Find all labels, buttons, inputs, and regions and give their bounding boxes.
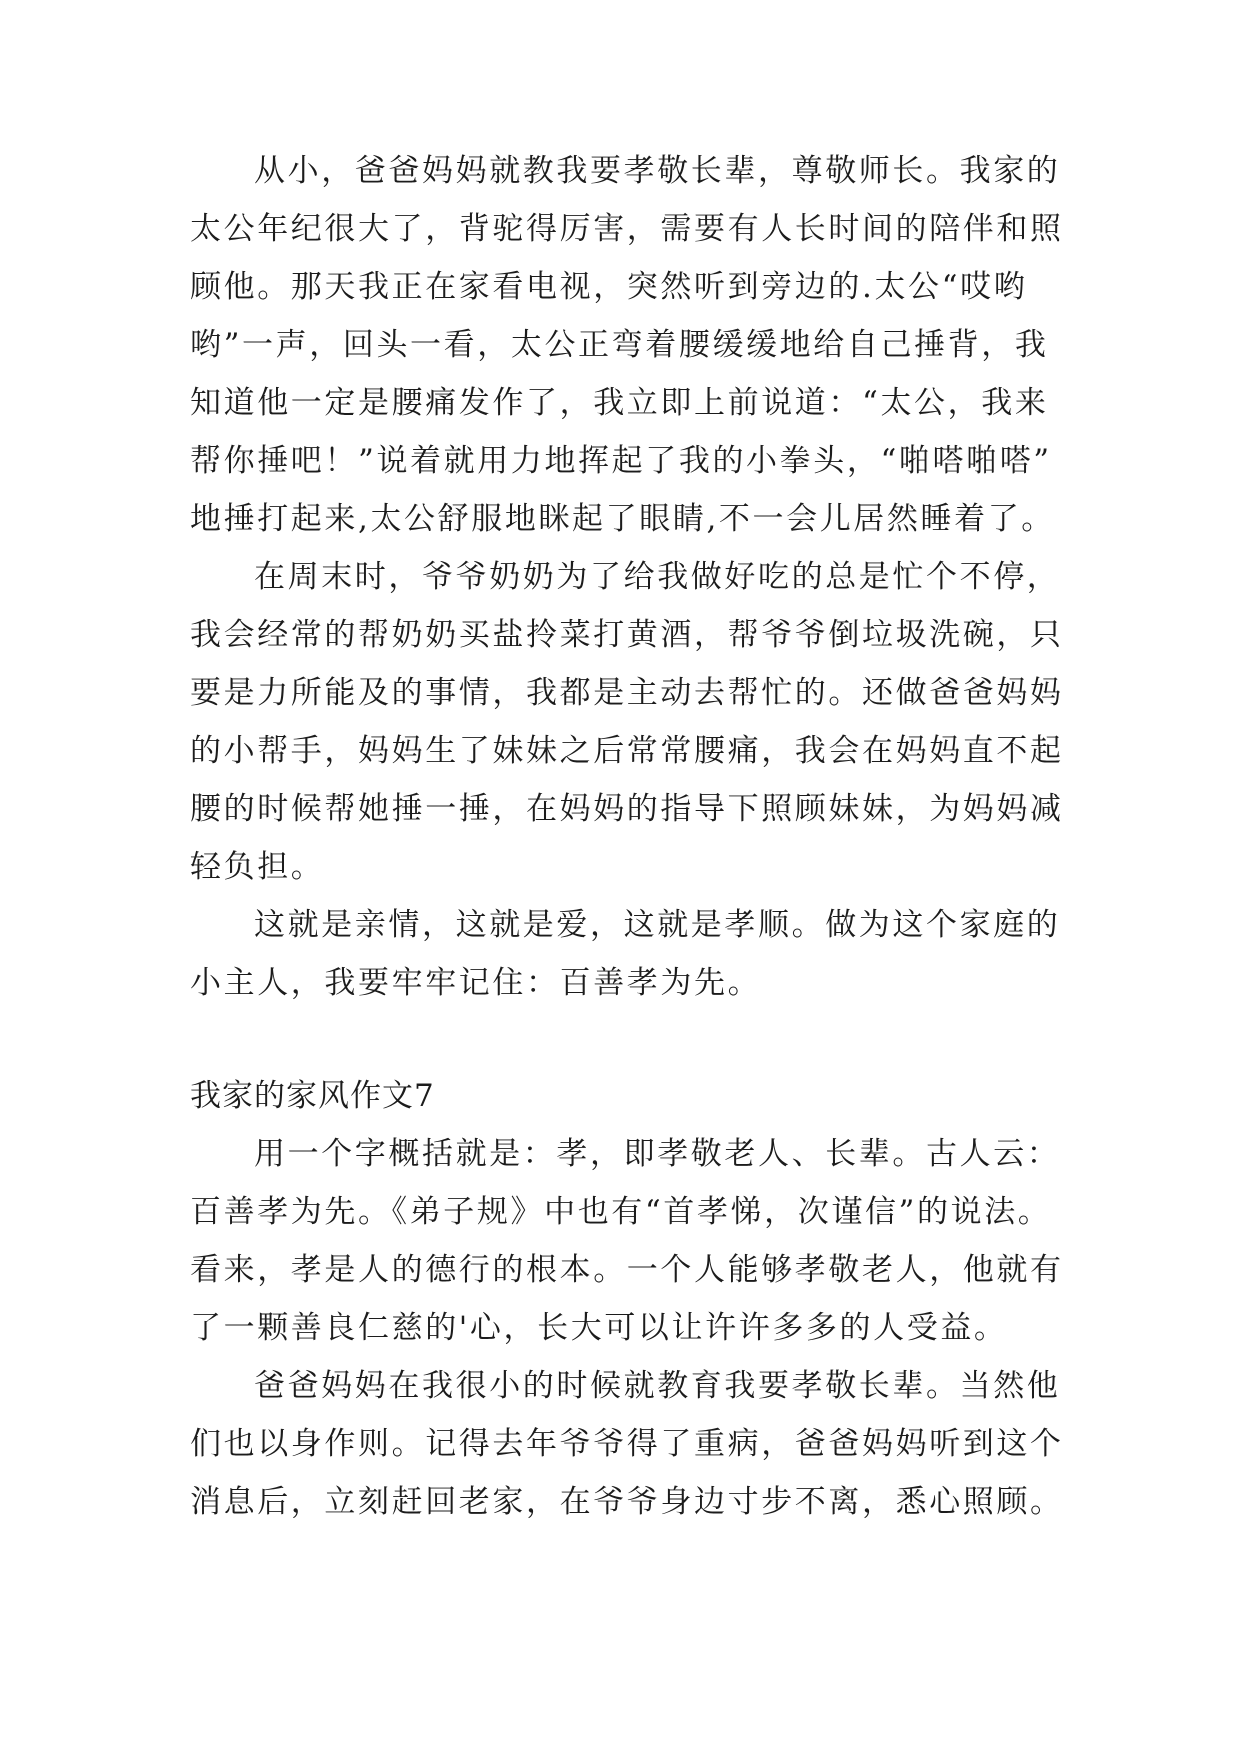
text-line: 的小帮手，妈妈生了妹妹之后常常腰痛，我会在妈妈直不起 [190, 733, 1064, 769]
text-line: 我会经常的帮奶奶买盐拎菜打黄酒，帮爷爷倒垃圾洗碗，只 [190, 617, 1064, 653]
text-line: 用一个字概括就是：孝，即孝敬老人、长辈。古人云： [254, 1136, 1061, 1172]
text-line: 知道他一定是腰痛发作了，我立即上前说道：“太公，我来 [190, 385, 1049, 421]
text-line: 哟”一声，回头一看，太公正弯着腰缓缓地给自己捶背，我 [190, 327, 1049, 363]
text-line: 从小，爸爸妈妈就教我要孝敬长辈，尊敬师长。我家的 [254, 153, 1061, 189]
text-line: 太公年纪很大了，背驼得厉害，需要有人长时间的陪伴和照 [190, 211, 1064, 247]
text-line: 这就是亲情，这就是爱，这就是孝顺。做为这个家庭的 [254, 907, 1061, 943]
text-line: 顾他。那天我正在家看电视，突然听到旁边的.太公“哎哟 [190, 269, 1028, 305]
text-line: 地捶打起来,太公舒服地眯起了眼睛,不一会儿居然睡着了。 [190, 501, 1055, 537]
text-line: 看来，孝是人的德行的根本。一个人能够孝敬老人，他就有 [190, 1252, 1064, 1288]
text-line: 小主人，我要牢牢记住：百善孝为先。 [190, 965, 762, 1001]
text-line: 轻负担。 [190, 849, 325, 885]
text-line: 了一颗善良仁慈的'心，长大可以让许许多多的人受益。 [190, 1310, 1008, 1346]
text-line: 帮你捶吧！”说着就用力地挥起了我的小拳头，“啪嗒啪嗒” [190, 443, 1052, 479]
text-line: 百善孝为先。《弟子规》中也有“首孝悌，次谨信”的说法。 [190, 1194, 1052, 1230]
text-line: 要是力所能及的事情，我都是主动去帮忙的。还做爸爸妈妈 [190, 675, 1064, 711]
text-line: 爸爸妈妈在我很小的时候就教育我要孝敬长辈。当然他 [254, 1368, 1061, 1404]
text-line: 们也以身作则。记得去年爷爷得了重病，爸爸妈妈听到这个 [190, 1426, 1064, 1462]
text-line: 腰的时候帮她捶一捶，在妈妈的指导下照顾妹妹，为妈妈减 [190, 791, 1064, 827]
section-heading: 我家的家风作文7 [190, 1078, 435, 1114]
text-line: 消息后，立刻赶回老家，在爷爷身边寸步不离，悉心照顾。 [190, 1484, 1064, 1520]
text-line: 在周末时，爷爷奶奶为了给我做好吃的总是忙个不停， [254, 559, 1061, 595]
